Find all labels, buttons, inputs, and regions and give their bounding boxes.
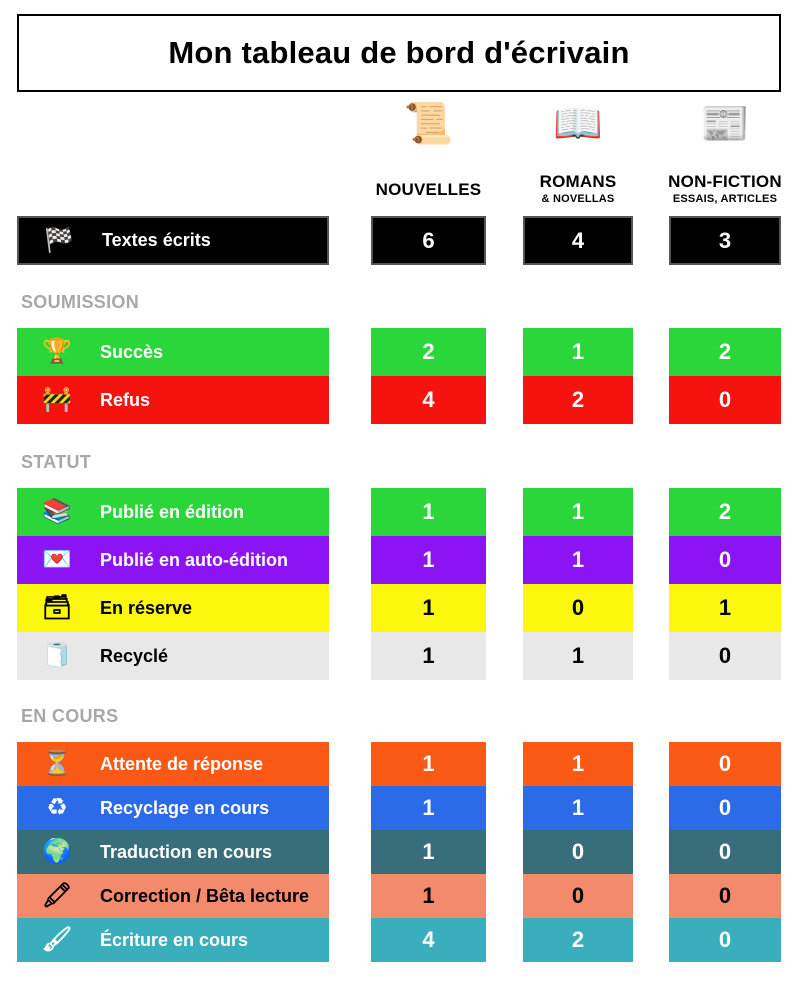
- section-0-row-1-value-1: 2: [523, 376, 633, 424]
- column-title-2: NON-FICTION: [668, 172, 782, 191]
- books-icon: 📚: [42, 498, 72, 525]
- section-2-row-1-value-0: 1: [371, 786, 486, 830]
- section-2-row-1-value-2: 0: [669, 786, 781, 830]
- section-0-row-1-value-2: 0: [669, 376, 781, 424]
- section-1-row-3-value-0: 1: [371, 632, 486, 680]
- crayon-icon: 🖍: [41, 882, 73, 909]
- section-label-0: SOUMISSION: [21, 292, 140, 312]
- section-2-row-2-value-0: 1: [371, 830, 486, 874]
- hourglass-icon: ⏳: [42, 750, 72, 777]
- section-1-row-2-label-cell: [17, 584, 329, 632]
- section-1-row-1-value-2: 0: [669, 536, 781, 584]
- section-0-row-0-value-0: 2: [371, 328, 486, 376]
- section-1-row-3-label: Recyclé: [100, 645, 169, 666]
- checkered-flag-icon: 🏁: [44, 226, 74, 254]
- section-0-row-0-label-cell: [17, 328, 329, 376]
- column-title-0: NOUVELLES: [375, 180, 482, 199]
- section-2-row-2-label-cell: [17, 830, 329, 874]
- scroll-icon: 📜: [403, 102, 454, 146]
- section-2-row-2-value-1: 0: [523, 830, 633, 874]
- section-2-row-4-value-2: 0: [669, 918, 781, 962]
- section-1-row-2-value-1: 0: [523, 584, 633, 632]
- section-2-row-4-value-0: 4: [371, 918, 486, 962]
- section-2-row-4-value-1: 2: [523, 918, 633, 962]
- section-1-row-2-value-2: 1: [669, 584, 781, 632]
- section-1-row-0-value-2: 2: [669, 488, 781, 536]
- love-letter-icon: 💌: [42, 546, 72, 573]
- section-2-row-0-label-cell: [17, 742, 329, 786]
- section-2-row-1-value-1: 1: [523, 786, 633, 830]
- section-1-row-3-value-2: 0: [669, 632, 781, 680]
- recycle-icon: ♻: [46, 794, 68, 821]
- section-2-row-1-label-cell: [17, 786, 329, 830]
- section-label-1: STATUT: [21, 452, 92, 472]
- section-2-row-2-label: Traduction en cours: [100, 841, 273, 862]
- section-0-row-0-value-1: 1: [523, 328, 633, 376]
- section-2-row-2-value-2: 0: [669, 830, 781, 874]
- section-0-row-1-label: Refus: [100, 389, 151, 410]
- globe-icon: 🌍: [42, 838, 72, 865]
- column-subtitle-1: & NOVELLAS: [541, 193, 615, 205]
- section-1-row-0-label-cell: [17, 488, 329, 536]
- section-1-row-1-value-1: 1: [523, 536, 633, 584]
- column-title-1: ROMANS: [539, 172, 617, 191]
- section-2-row-3-value-1: 0: [523, 874, 633, 918]
- section-1-row-1-label-cell: [17, 536, 329, 584]
- section-2-row-4-label-cell: [17, 918, 329, 962]
- section-0-row-1-value-0: 4: [371, 376, 486, 424]
- section-label-2: EN COURS: [21, 706, 119, 726]
- total-row-value-0: 6: [371, 216, 486, 265]
- column-subtitle-2: ESSAIS, ARTICLES: [672, 193, 778, 205]
- section-0-row-0-label: Succès: [100, 341, 164, 362]
- section-1-row-3-value-1: 1: [523, 632, 633, 680]
- section-2-row-0-value-1: 1: [523, 742, 633, 786]
- total-row-label-cell: [17, 216, 329, 265]
- section-2-row-3-value-0: 1: [371, 874, 486, 918]
- section-0-row-1-label-cell: [17, 376, 329, 424]
- section-2-row-0-label: Attente de réponse: [100, 753, 264, 774]
- page-title: Mon tableau de bord d'écrivain: [168, 35, 630, 70]
- newspaper-icon: 📰: [700, 102, 750, 146]
- dashboard-title-box: [17, 14, 781, 92]
- trophy-icon: 🏆: [42, 338, 72, 365]
- section-1-row-0-value-0: 1: [371, 488, 486, 536]
- section-2-row-0-value-0: 1: [371, 742, 486, 786]
- section-1-row-1-label: Publié en auto-édition: [100, 549, 288, 570]
- section-1-row-2-label: En réserve: [100, 597, 193, 618]
- card-file-box-icon: 🗃: [41, 594, 73, 621]
- section-1-row-0-value-1: 1: [523, 488, 633, 536]
- open-book-icon: 📖: [553, 102, 603, 146]
- section-2-row-3-value-2: 0: [669, 874, 781, 918]
- total-row-value-2: 3: [669, 216, 781, 265]
- paintbrush-icon: 🖌: [41, 926, 73, 953]
- toilet-paper-icon: 🧻: [42, 642, 72, 669]
- total-row-value-1: 4: [523, 216, 633, 265]
- section-0-row-0-value-2: 2: [669, 328, 781, 376]
- construction-barrier-icon: 🚧: [42, 386, 72, 413]
- section-1-row-1-value-0: 1: [371, 536, 486, 584]
- section-2-row-3-label-cell: [17, 874, 329, 918]
- section-2-row-3-label: Correction / Bêta lecture: [100, 885, 310, 906]
- total-row-label: Textes écrits: [102, 230, 211, 250]
- section-1-row-0-label: Publié en édition: [100, 501, 245, 522]
- section-2-row-1-label: Recyclage en cours: [100, 797, 270, 818]
- section-2-row-4-label: Écriture en cours: [100, 929, 249, 950]
- section-1-row-2-value-0: 1: [371, 584, 486, 632]
- section-2-row-0-value-2: 0: [669, 742, 781, 786]
- section-1-row-3-label-cell: [17, 632, 329, 680]
